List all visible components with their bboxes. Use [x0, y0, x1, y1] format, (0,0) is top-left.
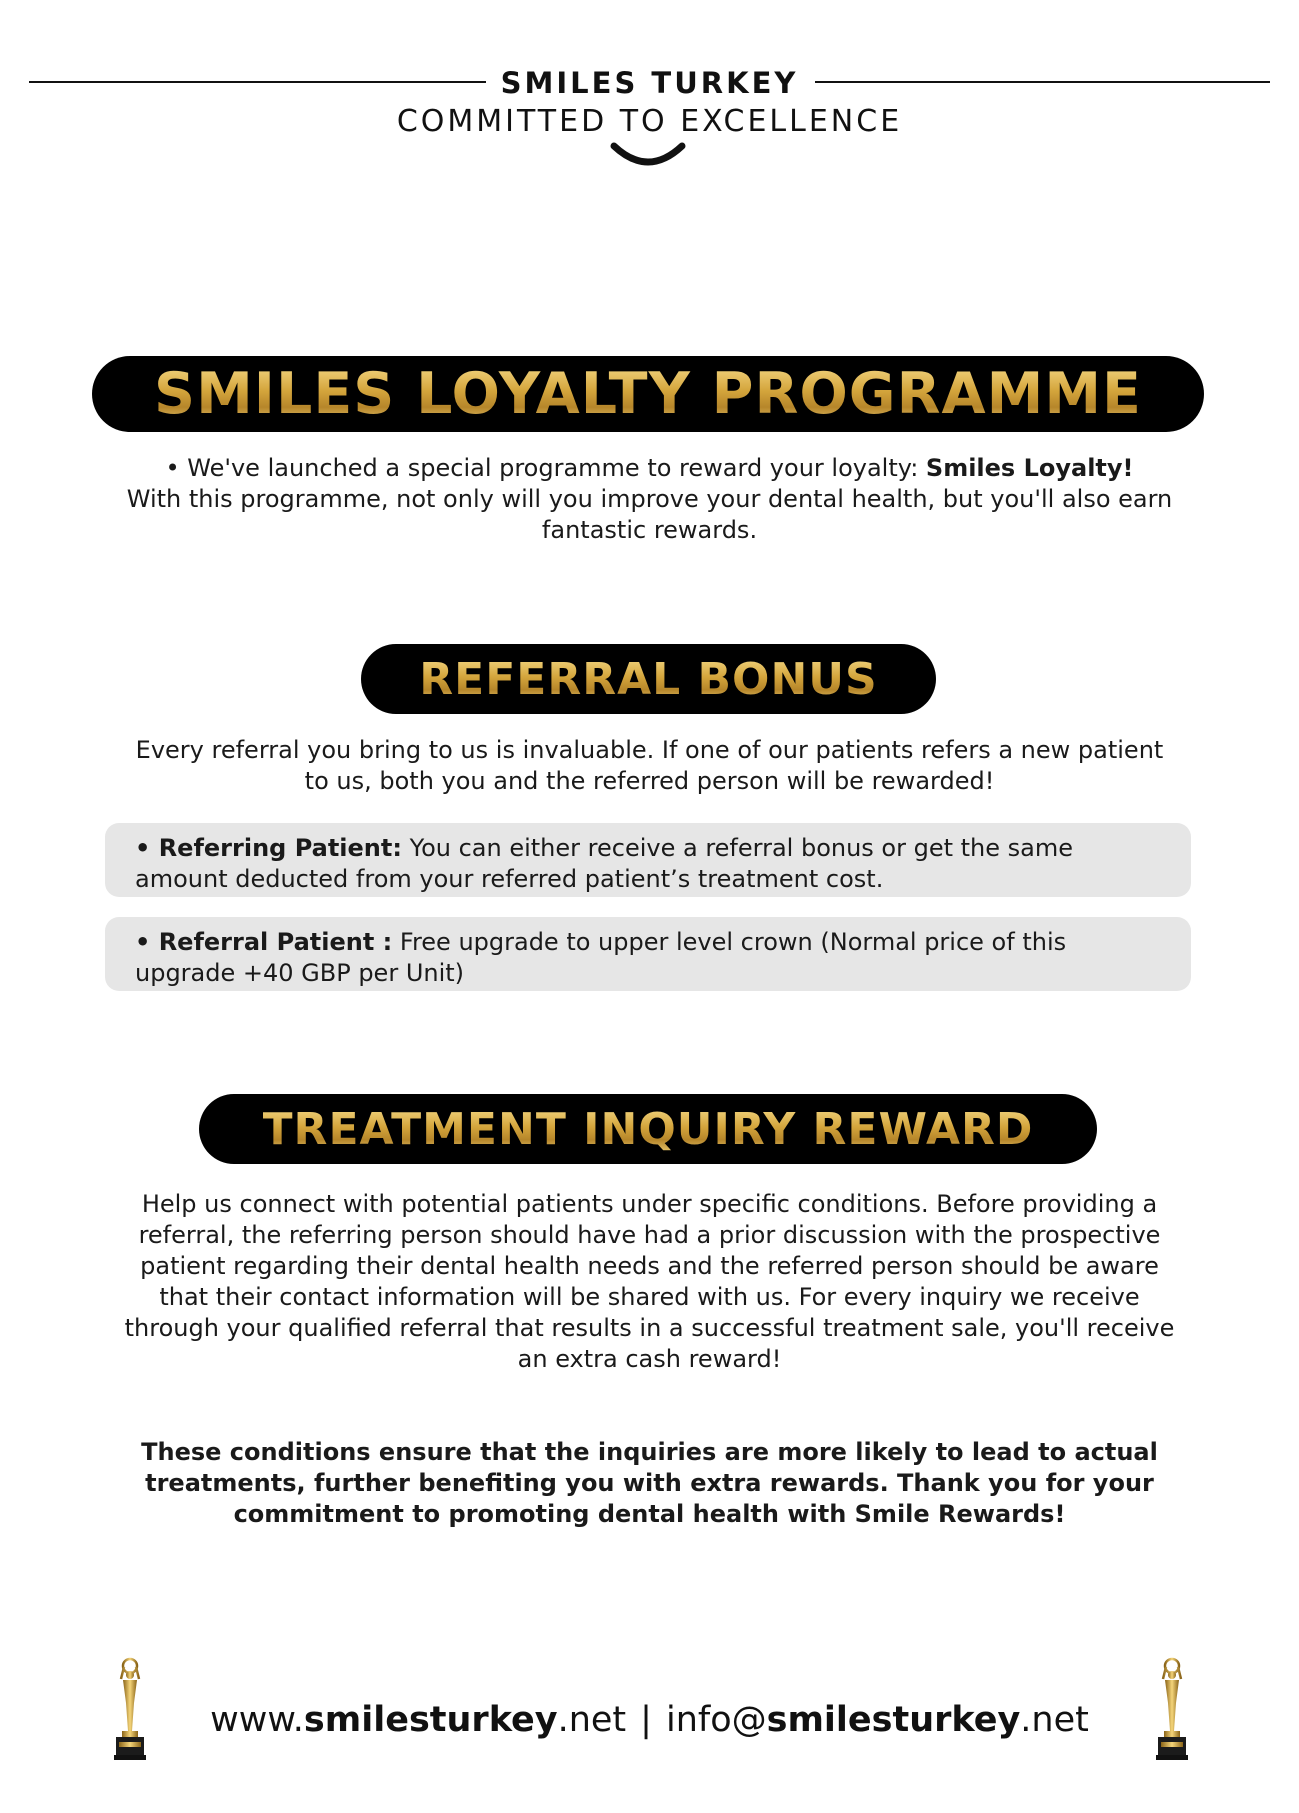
email-link[interactable]	[666, 1700, 1089, 1740]
referring-patient-label: • Referring Patient:	[135, 834, 402, 862]
referral-patient-label: • Referral Patient :	[135, 928, 393, 956]
referring-patient-text: You can either receive a referral bonus or get the same amount deducted from your referred patient’s treatment cost.	[135, 834, 1074, 893]
treatment-title: TREATMENT INQUIRY REWARD	[262, 1103, 1034, 1155]
closing-statement: These conditions ensure that the inquiries are more likely to lead to actual treatments, further benefiting you with extra rewards. Thank you for your commitment to promoting dental health with Smile Rewards!	[141, 1438, 1158, 1528]
website-link[interactable]	[210, 1700, 626, 1740]
loyalty-intro-text: • We've launched a special programme to reward your loyalty:	[165, 454, 926, 482]
smile-icon	[608, 140, 688, 170]
treatment-description: Help us connect with potential patients under specific conditions. Before providing a referral, the referring person should have had a prior discussion with the prospective patient regarding their dental health needs and the referred person should be aware that their contact information will be shared with us. For every inquiry we receive through your qualified referral that results in a successful treatment sale, you'll receive an extra cash reward!	[124, 1190, 1175, 1373]
loyalty-intro-rest: With this programme, not only will you improve your dental health, but you'll also earn fantastic rewards.	[126, 485, 1173, 544]
footer-contact	[0, 1700, 1299, 1740]
web-prefix: www.	[210, 1700, 304, 1740]
email-suffix: .net	[1020, 1700, 1089, 1740]
loyalty-title-banner	[92, 356, 1204, 432]
referral-patient-box	[105, 917, 1191, 991]
referral-patient-text: Free upgrade to upper level crown (Normal price of this upgrade +40 GBP per Unit)	[135, 928, 1067, 987]
brand-name: SMILES TURKEY	[500, 66, 799, 100]
loyalty-intro	[120, 453, 1179, 546]
email-prefix: info@	[665, 1700, 767, 1740]
referral-title: REFERRAL BONUS	[419, 653, 878, 705]
loyalty-title: SMILES LOYALTY PROGRAMME	[154, 361, 1142, 427]
footer-separator: |	[640, 1700, 652, 1740]
brand-tagline: COMMITTED TO EXCELLENCE	[396, 104, 903, 139]
web-suffix: .net	[557, 1700, 627, 1740]
referral-title-banner	[361, 644, 936, 714]
referring-patient-box	[105, 823, 1191, 897]
referral-description: Every referral you bring to us is invaluable. If one of our patients refers a new patient to us, both you and the referred person will be rewarded!	[135, 736, 1164, 795]
web-domain: smilesturkey	[303, 1700, 558, 1740]
loyalty-intro-bold: Smiles Loyalty!	[925, 454, 1134, 482]
treatment-title-banner	[199, 1094, 1097, 1164]
email-domain: smilesturkey	[766, 1700, 1021, 1740]
